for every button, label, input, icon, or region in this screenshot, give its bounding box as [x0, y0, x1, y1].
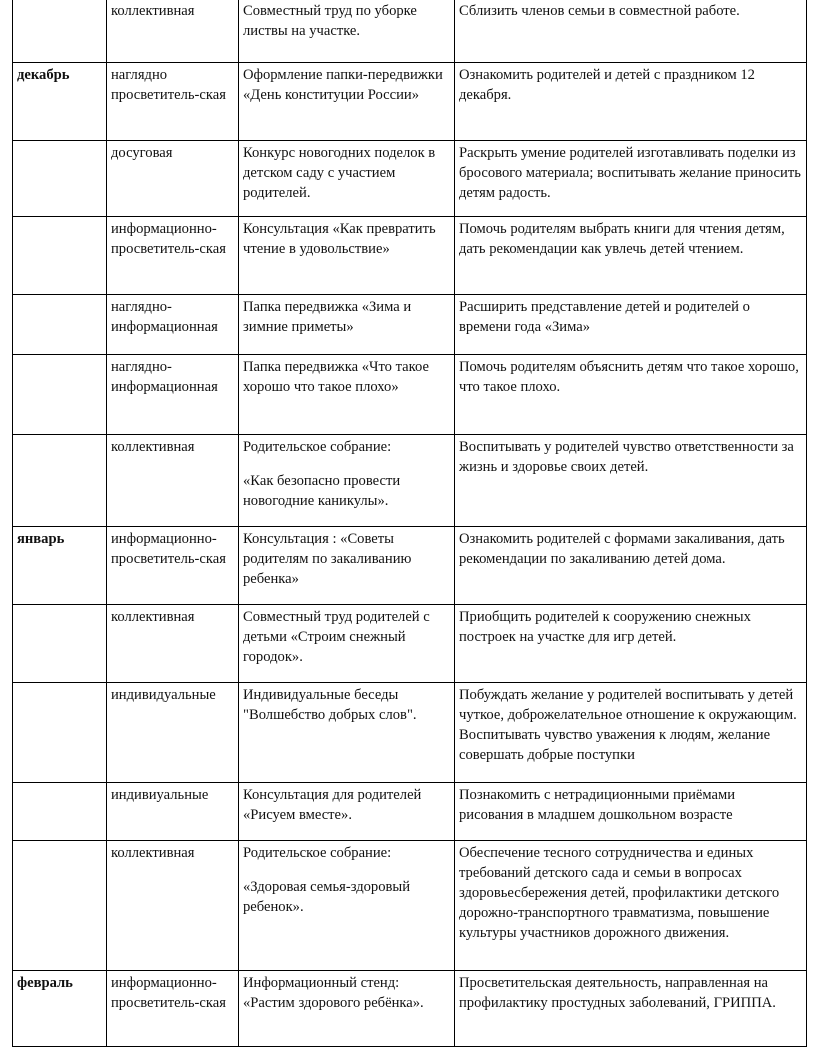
event-cell [239, 355, 455, 435]
month-cell [13, 217, 107, 295]
form-text: информационно-просветитель-ская [111, 221, 226, 257]
form-text: информационно-просветитель-ская [111, 975, 226, 1011]
goal-text: Ознакомить родителей с формами закаливания, дать рекомендации по закаливанию детей дома. [459, 531, 785, 567]
form-cell [107, 0, 239, 63]
event-cell [239, 683, 455, 783]
table-row [13, 435, 807, 527]
form-cell [107, 141, 239, 217]
goal-text: Обеспечение тесного сотрудничества и единых требований детского сада и семьи в вопросах здоровьесбережения детей, профилактики детского дорожно-транспортного травматизма, повышение культуры участников дорожного движения. [459, 845, 780, 941]
form-cell [107, 355, 239, 435]
month-cell: январь [13, 527, 107, 605]
month-cell [13, 605, 107, 683]
form-cell [107, 63, 239, 141]
event-cell [239, 141, 455, 217]
goal-text: Ознакомить родителей и детей с праздником 12 декабря. [459, 67, 755, 103]
event-text: Папка передвижка «Зима и зимние приметы» [243, 299, 412, 335]
goal-text: Побуждать желание у родителей воспитывать у детей чуткое, доброжелательное отношение к окружающим. Воспитывать чувство уважения к людям, желание совершать добрые поступки [459, 687, 797, 763]
table-row [13, 63, 807, 141]
event-text: Консультация «Как превратить чтение в удовольствие» [243, 221, 436, 257]
form-text: коллективная [111, 609, 195, 625]
form-text: индивидуальные [111, 687, 216, 703]
form-cell [107, 971, 239, 1047]
form-cell [107, 841, 239, 971]
goal-text: Просветительская деятельность, направленная на профилактику простудных заболеваний, ГРИППА. [459, 975, 776, 1011]
table-row [13, 683, 807, 783]
form-cell [107, 683, 239, 783]
event-text: Родительское собрание: [243, 845, 392, 861]
plan-table [12, 0, 807, 1047]
event-text: Оформление папки-передвижки «День конституции России» [243, 67, 443, 103]
event-subtext: «Как безопасно провести новогодние каникулы». [243, 473, 401, 509]
month-cell [13, 683, 107, 783]
event-text: Совместный труд родителей с детьми «Строим снежный городок». [243, 609, 430, 665]
event-text: Совместный труд по уборке листвы на участке. [243, 3, 417, 39]
month-cell: февраль [13, 971, 107, 1047]
goal-text: Сблизить членов семьи в совместной работе. [459, 3, 740, 19]
form-text: наглядно-информационная [111, 299, 218, 335]
month-cell [13, 435, 107, 527]
event-cell [239, 841, 455, 971]
goal-text: Воспитывать у родителей чувство ответственности за жизнь и здоровье своих детей. [459, 439, 794, 475]
table-row [13, 141, 807, 217]
goal-cell [455, 63, 807, 141]
form-cell [107, 527, 239, 605]
goal-cell [455, 971, 807, 1047]
table-row [13, 527, 807, 605]
table-row [13, 355, 807, 435]
goal-cell [455, 295, 807, 355]
form-cell [107, 295, 239, 355]
table-row [13, 783, 807, 841]
event-text: Консультация для родителей «Рисуем вместе». [243, 787, 422, 823]
table-row [13, 217, 807, 295]
goal-cell [455, 841, 807, 971]
form-text: индивиуальные [111, 787, 209, 803]
goal-cell [455, 683, 807, 783]
form-text: наглядно просветитель-ская [111, 67, 226, 103]
event-cell [239, 0, 455, 63]
goal-cell [455, 783, 807, 841]
event-subtext: «Здоровая семья-здоровый ребенок». [243, 879, 411, 915]
event-cell [239, 527, 455, 605]
form-text: коллективная [111, 439, 195, 455]
month-cell [13, 355, 107, 435]
event-text: Родительское собрание: [243, 439, 392, 455]
event-cell [239, 63, 455, 141]
goal-text: Раскрыть умение родителей изготавливать поделки из бросового материала; воспитывать желание приносить детям радость. [459, 145, 801, 201]
goal-cell [455, 605, 807, 683]
goal-cell [455, 217, 807, 295]
month-cell [13, 141, 107, 217]
plan-table-body [13, 0, 807, 1047]
event-cell [239, 435, 455, 527]
goal-text: Помочь родителям объяснить детям что такое хорошо, что такое плохо. [459, 359, 799, 395]
month-cell [13, 783, 107, 841]
table-row [13, 605, 807, 683]
table-row [13, 841, 807, 971]
event-text: Конкурс новогодних поделок в детском саду с участием родителей. [243, 145, 436, 201]
event-text: Информационный стенд: «Растим здорового ребёнка». [243, 975, 424, 1011]
goal-cell [455, 435, 807, 527]
form-cell [107, 605, 239, 683]
event-text: Консультация : «Советы родителям по закаливанию ребенка» [243, 531, 412, 587]
form-cell [107, 783, 239, 841]
table-row [13, 0, 807, 63]
form-text: коллективная [111, 3, 195, 19]
event-cell [239, 295, 455, 355]
month-cell [13, 841, 107, 971]
goal-text: Приобщить родителей к сооружению снежных построек на участке для игр детей. [459, 609, 751, 645]
goal-cell [455, 355, 807, 435]
form-text: досуговая [111, 145, 173, 161]
goal-text: Помочь родителям выбрать книги для чтения детям, дать рекомендации как увлечь детей чтением. [459, 221, 785, 257]
month-cell: декабрь [13, 63, 107, 141]
event-cell [239, 605, 455, 683]
event-cell [239, 971, 455, 1047]
form-text: коллективная [111, 845, 195, 861]
event-text: Папка передвижка «Что такое хорошо что такое плохо» [243, 359, 429, 395]
month-cell [13, 295, 107, 355]
table-row [13, 971, 807, 1047]
form-cell [107, 435, 239, 527]
goal-text: Познакомить с нетрадиционными приёмами рисования в младшем дошкольном возрасте [459, 787, 736, 823]
table-row [13, 295, 807, 355]
form-text: наглядно-информационная [111, 359, 218, 395]
form-cell [107, 217, 239, 295]
event-cell [239, 783, 455, 841]
goal-cell [455, 141, 807, 217]
form-text: информационно-просветитель-ская [111, 531, 226, 567]
event-text: Индивидуальные беседы "Волшебство добрых слов". [243, 687, 417, 723]
goal-cell [455, 0, 807, 63]
goal-text: Расширить представление детей и родителей о времени года «Зима» [459, 299, 750, 335]
event-cell [239, 217, 455, 295]
goal-cell [455, 527, 807, 605]
month-cell [13, 0, 107, 63]
